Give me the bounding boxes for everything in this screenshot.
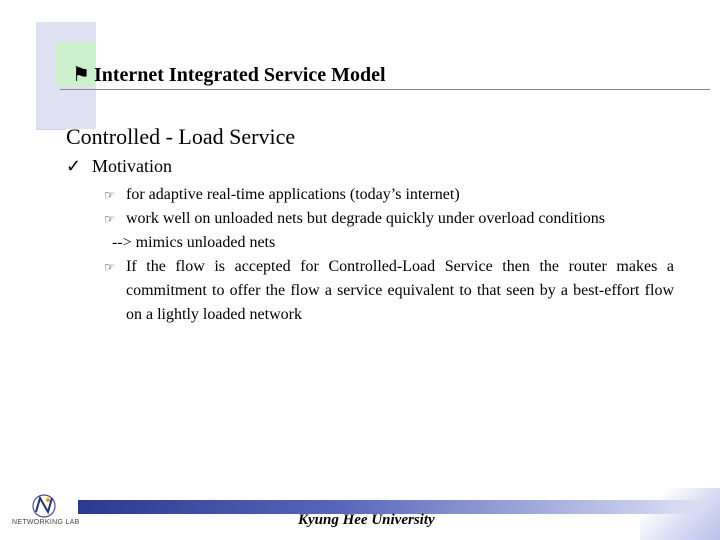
title-divider	[60, 89, 710, 90]
sub-bullet-list	[104, 183, 674, 327]
bullet-motivation-text: Motivation	[92, 156, 172, 176]
sub-bullet-item	[104, 207, 674, 231]
sub-bullet-continuation	[104, 231, 674, 255]
sub-bullet-text: If the flow is accepted for Controlled-Load Service then the router makes a commitment to offer the flow a service equivalent to that seen by a best-effort flow on a lightly loaded network	[126, 258, 674, 323]
flag-icon: ⚑	[72, 64, 90, 86]
sub-bullet-text: --> mimics unloaded nets	[112, 234, 276, 251]
logo-text: NETWORKING LAB	[12, 519, 80, 526]
pointing-hand-icon: ☞	[104, 188, 115, 202]
slide-title-text: Internet Integrated Service Model	[93, 64, 386, 86]
corner-decoration	[640, 488, 720, 540]
sub-bullet-item	[104, 183, 674, 207]
section-heading: Controlled - Load Service	[66, 124, 296, 149]
sub-bullet-text: work well on unloaded nets but degrade quickly under overload conditions	[126, 210, 605, 227]
sub-bullet-item	[104, 255, 674, 327]
sub-bullet-text: for adaptive real-time applications (today’s internet)	[126, 186, 460, 203]
pointing-hand-icon: ☞	[104, 212, 115, 226]
bullet-motivation	[66, 156, 172, 177]
pointing-hand-icon: ☞	[104, 260, 115, 274]
decoration-line	[36, 129, 66, 130]
slide-title	[72, 62, 386, 87]
check-icon: ✓	[66, 156, 82, 176]
footer-text: Kyung Hee University	[298, 512, 435, 528]
